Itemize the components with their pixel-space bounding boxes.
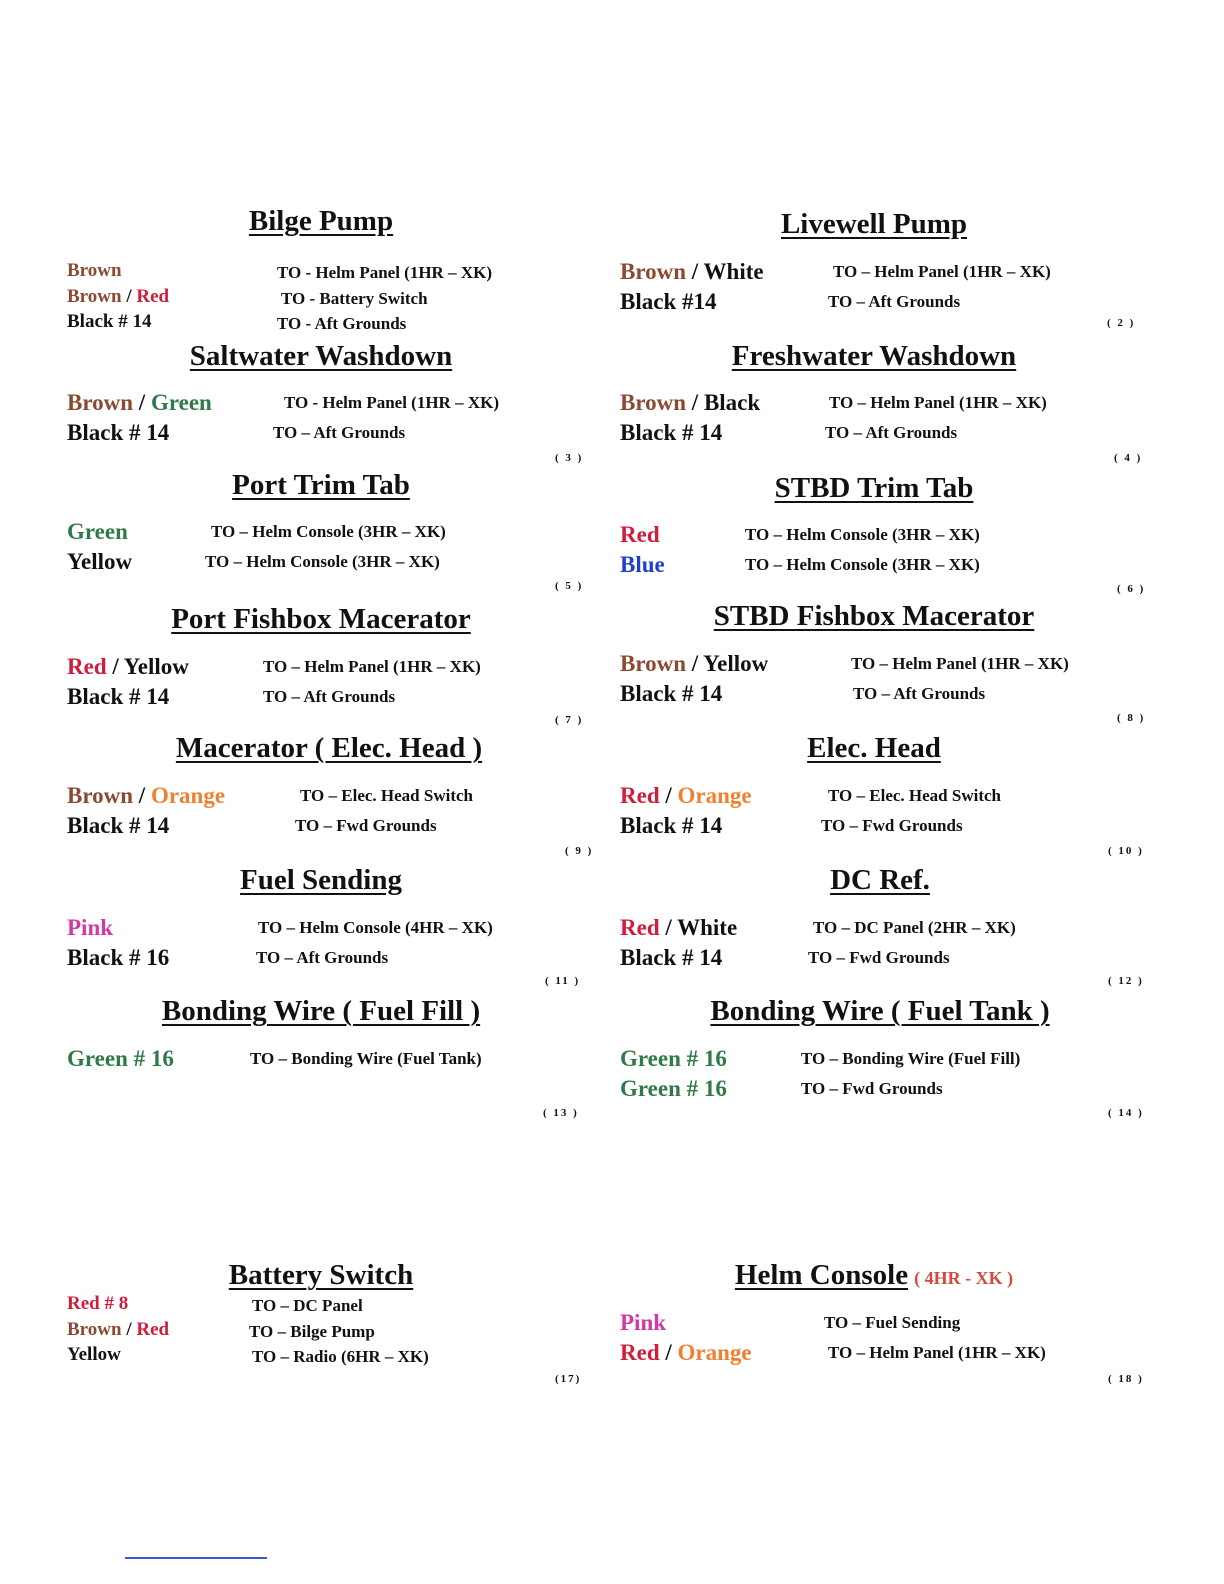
section-heading: [51, 864, 591, 897]
section-title: STBD Trim Tab: [774, 472, 974, 504]
section-heading: [604, 472, 1144, 505]
wire-color: [620, 522, 660, 548]
wire-color: [620, 420, 722, 446]
wire-color: [620, 651, 768, 677]
wire-destination: TO – DC Panel (2HR – XK): [813, 918, 1016, 937]
wire-color: [620, 915, 737, 941]
section-heading: [51, 995, 591, 1028]
page-number: ( 10 ): [1108, 845, 1144, 857]
wire-destination: TO – Fwd Grounds: [295, 816, 437, 835]
wire-separator: /: [659, 783, 678, 808]
wire-destination: TO – Aft Grounds: [825, 423, 958, 442]
wire-color-part: Green: [150, 390, 212, 415]
wire-color-part: Red: [67, 654, 107, 679]
section-title: Elec. Head: [807, 732, 941, 764]
wire-color-part: Black #14: [620, 289, 717, 314]
section-heading: [51, 603, 591, 636]
section-title: Battery Switch: [228, 1259, 414, 1291]
wire-color: [67, 260, 122, 282]
wire-color-part: Black # 16: [67, 945, 170, 970]
page-number: ( 6 ): [1117, 583, 1146, 595]
wire-color: [67, 420, 169, 446]
section-title: Bonding Wire ( Fuel Tank ): [710, 995, 1050, 1027]
wire-destination: TO – Helm Console (3HR – XK): [745, 555, 980, 574]
wire-color-part: Green # 16: [620, 1076, 727, 1101]
wire-color: [620, 783, 752, 809]
wire-color-part: Red: [620, 522, 660, 547]
wire-color-part: Black # 14: [67, 420, 170, 445]
wire-color-part: Red: [136, 286, 170, 307]
section-title: Freshwater Washdown: [731, 340, 1017, 372]
wire-color: [620, 1340, 752, 1366]
wire-destination: TO – Elec. Head Switch: [300, 786, 473, 805]
wire-color: [620, 390, 760, 416]
wire-color: [67, 684, 169, 710]
wire-destination: TO - Aft Grounds: [277, 314, 407, 333]
wire-color: [67, 1293, 128, 1315]
wire-destination: TO - Helm Panel (1HR – XK): [277, 263, 492, 282]
section-heading: [51, 205, 591, 238]
wire-color-part: Black: [703, 390, 761, 415]
wire-color-part: Brown: [67, 286, 122, 307]
wire-color-part: Red: [620, 915, 660, 940]
wire-color-part: Brown: [620, 651, 687, 676]
page-number: ( 2 ): [1107, 317, 1136, 329]
wire-color: [67, 945, 169, 971]
page-number: ( 14 ): [1108, 1107, 1144, 1119]
wire-color-part: Pink: [620, 1310, 667, 1335]
section-heading: [604, 1259, 1144, 1292]
wire-destination: TO – Aft Grounds: [263, 687, 396, 706]
wire-destination: TO – Helm Panel (1HR – XK): [829, 393, 1047, 412]
wire-destination: TO – Aft Grounds: [273, 423, 406, 442]
wire-color-part: Brown: [67, 1319, 122, 1340]
wire-destination: TO – Fuel Sending: [824, 1313, 961, 1332]
wire-color-part: Orange: [150, 783, 226, 808]
wire-color: [620, 1310, 666, 1336]
wire-color-part: Black # 14: [620, 945, 723, 970]
wire-destination: TO – Helm Console (3HR – XK): [211, 522, 446, 541]
wire-separator: /: [121, 1319, 137, 1340]
wire-color-part: Brown: [620, 390, 687, 415]
wire-color-part: Green: [67, 519, 128, 544]
page-number: ( 18 ): [1108, 1373, 1144, 1385]
wire-separator: /: [686, 651, 704, 676]
wire-destination: TO – Fwd Grounds: [808, 948, 950, 967]
section-title: Saltwater Washdown: [189, 340, 453, 372]
footnote-rule: [125, 1557, 267, 1559]
section-heading: [51, 1259, 591, 1292]
wire-destination: TO – Helm Console (3HR – XK): [745, 525, 980, 544]
wire-color-part: Brown: [67, 390, 134, 415]
wire-color: [620, 1046, 727, 1072]
wire-color-part: Yellow: [123, 654, 189, 679]
wire-destination: TO – Helm Console (4HR – XK): [258, 918, 493, 937]
section-heading: [604, 340, 1144, 373]
wire-separator: /: [659, 915, 678, 940]
wire-destination: TO – Fwd Grounds: [801, 1079, 943, 1098]
section-heading: [604, 732, 1144, 765]
wire-color-part: Pink: [67, 915, 114, 940]
wire-separator: /: [121, 286, 137, 307]
wire-color-part: Orange: [677, 1340, 752, 1365]
section-heading: [604, 208, 1144, 241]
wire-color: [67, 1319, 169, 1341]
page-number: ( 9 ): [565, 845, 594, 857]
page-number: ( 11 ): [545, 975, 581, 987]
page-number: ( 13 ): [543, 1107, 579, 1119]
wire-color-part: Brown: [620, 259, 687, 284]
wire-color-part: Orange: [677, 783, 752, 808]
section-title: Bonding Wire ( Fuel Fill ): [161, 995, 481, 1027]
wire-destination: TO – Helm Panel (1HR – XK): [263, 657, 481, 676]
wire-destination: TO – DC Panel: [252, 1296, 363, 1315]
section-title: STBD Fishbox Macerator: [713, 600, 1035, 632]
section-heading: [51, 469, 591, 502]
wire-separator: /: [659, 1340, 678, 1365]
wire-color-part: Blue: [620, 552, 665, 577]
section-title: Livewell Pump: [780, 208, 968, 240]
wire-color-part: Black # 14: [67, 311, 152, 332]
wire-destination: TO – Bilge Pump: [249, 1322, 375, 1341]
wire-separator: /: [106, 654, 124, 679]
section-title: DC Ref.: [830, 864, 930, 896]
wire-destination: TO – Elec. Head Switch: [828, 786, 1001, 805]
wire-destination: TO – Helm Console (3HR – XK): [205, 552, 440, 571]
wire-destination: TO – Helm Panel (1HR – XK): [828, 1343, 1046, 1362]
wire-color-part: Brown: [67, 260, 122, 281]
wire-separator: /: [133, 390, 151, 415]
wire-color-part: Brown: [67, 783, 134, 808]
page-number: (17): [555, 1373, 582, 1385]
wire-color-part: Black # 14: [620, 420, 723, 445]
wire-color: [67, 813, 169, 839]
wire-color: [67, 1046, 174, 1072]
wire-color-part: Yellow: [67, 1344, 121, 1365]
page-number: ( 8 ): [1117, 712, 1146, 724]
page-number: ( 4 ): [1114, 452, 1143, 464]
wire-color: [67, 1344, 121, 1366]
section-title: Bilge Pump: [248, 205, 394, 237]
wire-color-part: Red: [620, 1340, 660, 1365]
section-heading: [51, 340, 591, 373]
wire-color-part: Red: [620, 783, 660, 808]
wire-color-part: Red: [136, 1319, 170, 1340]
wire-color: [67, 654, 189, 680]
wire-color-part: Green # 16: [67, 1046, 174, 1071]
wire-destination: TO – Helm Panel (1HR – XK): [851, 654, 1069, 673]
wire-color-part: Black # 14: [620, 813, 723, 838]
wire-color: [67, 783, 225, 809]
wire-color-part: Green # 16: [620, 1046, 727, 1071]
wire-color-part: Red # 8: [67, 1293, 129, 1314]
wire-color-part: Yellow: [703, 651, 769, 676]
wire-destination: TO – Bonding Wire (Fuel Tank): [250, 1049, 482, 1068]
wire-color: [67, 915, 113, 941]
wire-separator: /: [686, 259, 704, 284]
wire-color-part: Yellow: [67, 549, 133, 574]
wire-color: [620, 289, 716, 315]
wire-color: [620, 552, 665, 578]
section-heading: [610, 864, 1150, 897]
wire-destination: TO – Aft Grounds: [853, 684, 986, 703]
wire-color-part: White: [677, 915, 738, 940]
wire-color-part: Black # 14: [620, 681, 723, 706]
wire-color: [620, 681, 722, 707]
wire-color: [620, 813, 722, 839]
section-title-suffix: ( 4HR - XK ): [914, 1268, 1014, 1288]
section-title: Fuel Sending: [240, 864, 402, 896]
wire-destination: TO - Helm Panel (1HR – XK): [284, 393, 499, 412]
section-title: Port Trim Tab: [232, 469, 410, 501]
section-title: Macerator ( Elec. Head ): [175, 732, 483, 764]
wire-destination: TO – Aft Grounds: [828, 292, 961, 311]
wire-destination: TO – Radio (6HR – XK): [252, 1347, 429, 1366]
section-heading: [610, 995, 1150, 1028]
wire-destination: TO – Fwd Grounds: [821, 816, 963, 835]
section-title: Port Fishbox Macerator: [171, 603, 471, 635]
page-number: ( 7 ): [555, 714, 584, 726]
wire-separator: /: [133, 783, 151, 808]
wire-color: [67, 311, 151, 333]
page-number: ( 12 ): [1108, 975, 1144, 987]
page-number: ( 5 ): [555, 580, 584, 592]
wire-color: [67, 549, 132, 575]
wire-destination: TO - Battery Switch: [281, 289, 428, 308]
wire-destination: TO – Aft Grounds: [256, 948, 389, 967]
wire-color-part: Black # 14: [67, 813, 170, 838]
wire-color: [620, 945, 722, 971]
wire-separator: /: [686, 390, 704, 415]
wire-color: [67, 286, 169, 308]
wire-color-part: White: [703, 259, 764, 284]
section-heading: [59, 732, 599, 765]
wire-color: [620, 1076, 727, 1102]
section-title: Helm Console: [734, 1259, 909, 1291]
wire-destination: TO – Bonding Wire (Fuel Fill): [801, 1049, 1021, 1068]
wire-color-part: Black # 14: [67, 684, 170, 709]
section-heading: [604, 600, 1144, 633]
wire-color: [67, 390, 212, 416]
wire-color: [67, 519, 128, 545]
page-number: ( 3 ): [555, 452, 584, 464]
wire-color: [620, 259, 764, 285]
wire-destination: TO – Helm Panel (1HR – XK): [833, 262, 1051, 281]
